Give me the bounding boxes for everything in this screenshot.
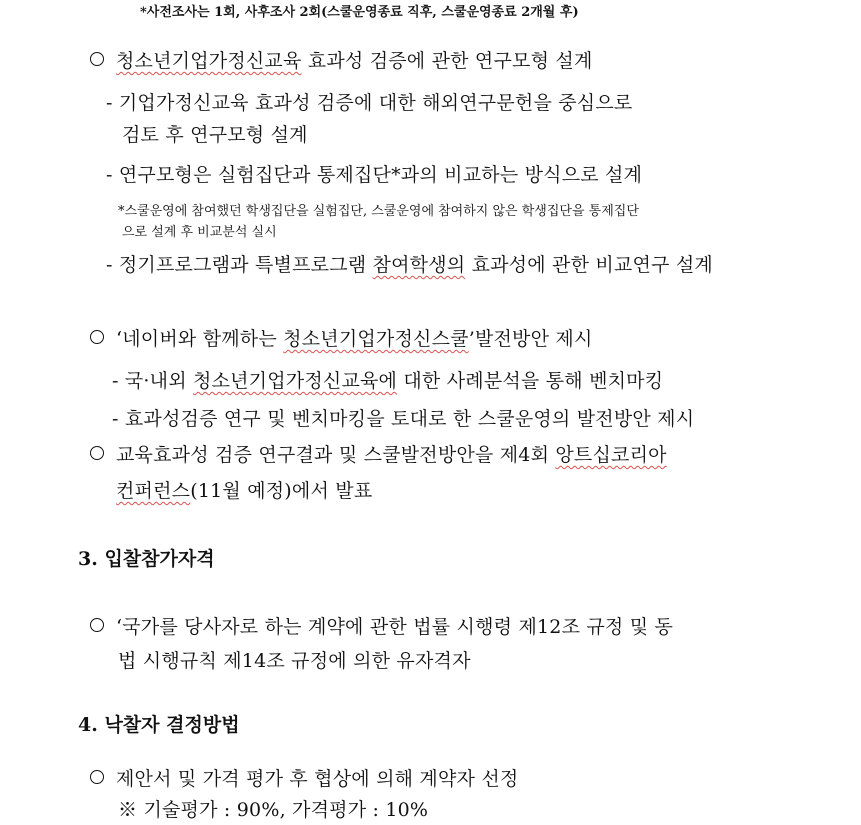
section-3-line2: 법 시행규칙 제14조 규정에 의한 유자격자 — [118, 650, 471, 672]
plan-section-heading — [90, 330, 593, 349]
section-4-line1 — [90, 770, 518, 789]
heading-text: ’발전방안 제시 — [468, 328, 593, 350]
model-footnote-line1: *스쿨운영에 참여했던 학생집단을 실험집단, 스쿨운영에 참여하지 않은 학생집단을 통제집단 — [118, 204, 639, 219]
item-text: ‘국가를 당사자로 하는 계약에 관한 법률 시행령 제12조 규정 및 동 — [116, 616, 674, 638]
circle-bullet-icon — [90, 770, 104, 784]
item-text: 대한 사례분석을 통해 벤치마킹 — [397, 370, 664, 392]
model-item-2: - 연구모형은 실험집단과 통제집단*과의 비교하는 방식으로 설계 — [106, 164, 643, 186]
item-text: 제안서 및 가격 평가 후 협상에 의해 계약자 선정 — [116, 768, 519, 790]
circle-bullet-icon — [90, 618, 104, 632]
section-4-line2: ※ 기술평가 : 90%, 가격평가 : 10% — [118, 799, 429, 821]
model-section-heading — [90, 52, 593, 71]
circle-bullet-icon — [90, 330, 104, 344]
section-3-heading: 3. 입찰참가자격 — [78, 548, 215, 570]
spellcheck-underlined-text: 청소년기업가정신스쿨 — [283, 328, 469, 350]
item-text: 효과성에 관한 비교연구 설계 — [465, 254, 713, 276]
model-item-1-line2: 검토 후 연구모형 설계 — [122, 124, 308, 146]
heading-text: ‘네이버와 함께하는 — [116, 328, 284, 350]
plan-item-2: - 효과성검증 연구 및 벤치마킹을 토대로 한 스쿨운영의 발전방안 제시 — [112, 408, 695, 430]
model-footnote-line2: 으로 설계 후 비교분석 실시 — [122, 225, 277, 240]
model-item-3 — [106, 256, 713, 275]
spellcheck-underlined-text: 참여학생의 — [372, 254, 466, 276]
section-3-line1 — [90, 618, 673, 637]
spellcheck-underlined-text: 청소년기업가정신교육에 — [193, 370, 398, 392]
item-text: 교육효과성 검증 연구결과 및 스쿨발전방안을 제4회 — [116, 444, 556, 466]
presentation-line2 — [116, 482, 372, 501]
item-text: - 국·내외 — [112, 370, 194, 392]
presentation-line1 — [90, 446, 667, 465]
item-text: (11월 예정)에서 발표 — [190, 480, 373, 502]
item-text: - 정기프로그램과 특별프로그램 — [106, 254, 373, 276]
top-note: *사전조사는 1회, 사후조사 2회(스쿨운영종료 직후, 스쿨운영종료 2개월 후) — [140, 5, 579, 20]
spellcheck-underlined-text: 앙트십코리아 — [555, 444, 667, 466]
heading-text: 효과성 검증에 관한 연구모형 설계 — [301, 50, 593, 72]
spellcheck-underlined-text: 청소년기업가정신교육 — [116, 50, 302, 72]
model-item-1-line1: - 기업가정신교육 효과성 검증에 대한 해외연구문헌을 중심으로 — [106, 92, 633, 114]
plan-item-1 — [112, 372, 663, 391]
spellcheck-underlined-text: 컨퍼런스 — [116, 480, 191, 502]
circle-bullet-icon — [90, 446, 104, 460]
section-4-heading: 4. 낙찰자 결정방법 — [78, 714, 240, 736]
circle-bullet-icon — [90, 52, 104, 66]
